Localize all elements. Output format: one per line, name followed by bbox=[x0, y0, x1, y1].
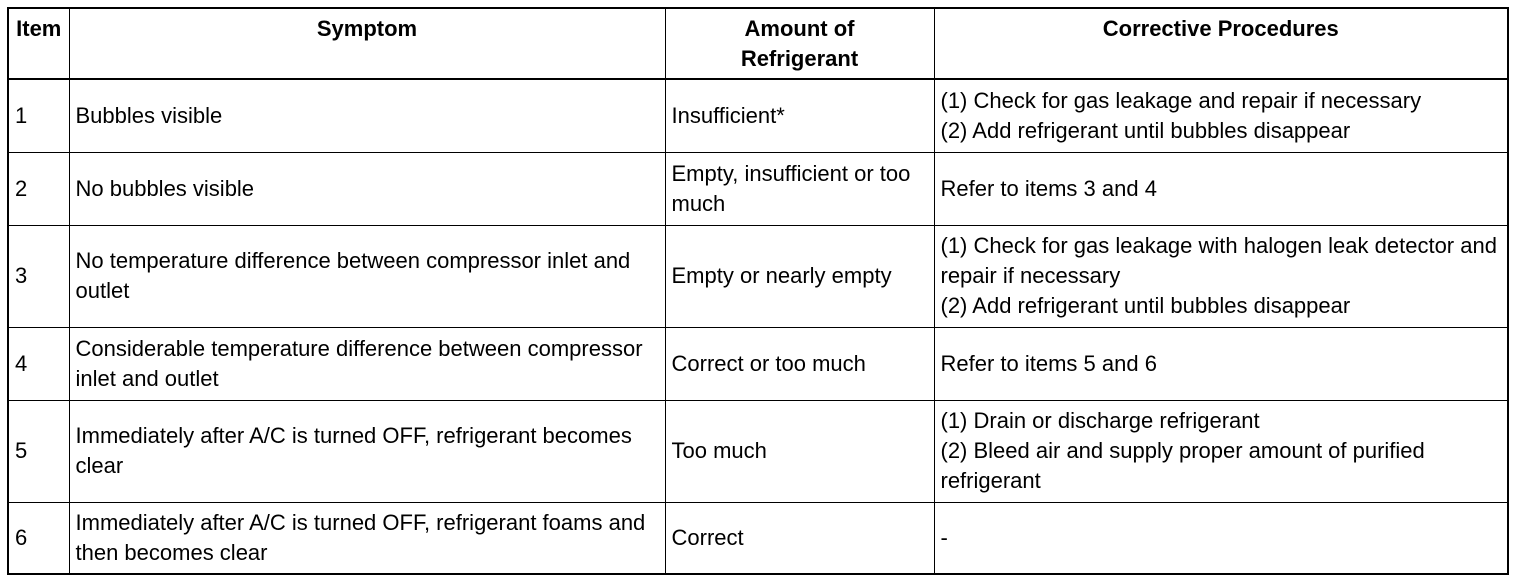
header-procedures: Corrective Procedures bbox=[934, 8, 1508, 79]
header-item: Item bbox=[8, 8, 69, 79]
item-number: 5 bbox=[8, 400, 69, 502]
item-number: 2 bbox=[8, 152, 69, 225]
procedure-line: (2) Bleed air and supply proper amount of purified refrigerant bbox=[940, 438, 1425, 493]
table-row bbox=[8, 225, 1508, 327]
symptom-cell: Immediately after A/C is turned OFF, refrigerant becomes clear bbox=[69, 400, 665, 502]
header-row bbox=[8, 8, 1508, 79]
amount-cell: Correct or too much bbox=[665, 327, 934, 400]
refrigerant-diagnosis-table bbox=[7, 7, 1509, 575]
header-symptom: Symptom bbox=[69, 8, 665, 79]
procedures-cell bbox=[934, 79, 1508, 152]
symptom-cell: No temperature difference between compressor inlet and outlet bbox=[69, 225, 665, 327]
procedures-cell bbox=[934, 400, 1508, 502]
procedure-line: (1) Check for gas leakage and repair if necessary bbox=[940, 87, 1422, 113]
table-row bbox=[8, 502, 1508, 574]
table-row bbox=[8, 400, 1508, 502]
amount-cell: Empty or nearly empty bbox=[665, 225, 934, 327]
header-amount-line2: Refrigerant bbox=[740, 46, 859, 71]
procedure-line: - bbox=[940, 524, 948, 550]
procedure-line: Refer to items 3 and 4 bbox=[940, 175, 1157, 201]
header-amount-line1: Amount of bbox=[744, 16, 855, 41]
symptom-cell: No bubbles visible bbox=[69, 152, 665, 225]
symptom-cell: Bubbles visible bbox=[69, 79, 665, 152]
procedures-cell bbox=[934, 502, 1508, 574]
amount-cell: Empty, insufficient or too much bbox=[665, 152, 934, 225]
procedure-line: (2) Add refrigerant until bubbles disappear bbox=[940, 293, 1351, 318]
table-row bbox=[8, 152, 1508, 225]
item-number: 3 bbox=[8, 225, 69, 327]
item-number: 4 bbox=[8, 327, 69, 400]
procedure-line: (1) Drain or discharge refrigerant bbox=[940, 408, 1260, 433]
procedures-cell bbox=[934, 327, 1508, 400]
procedure-line: Refer to items 5 and 6 bbox=[940, 350, 1157, 376]
procedures-cell bbox=[934, 225, 1508, 327]
procedure-line: (2) Add refrigerant until bubbles disappear bbox=[940, 117, 1351, 143]
symptom-cell: Considerable temperature difference between compressor inlet and outlet bbox=[69, 327, 665, 400]
amount-cell: Correct bbox=[665, 502, 934, 574]
amount-cell: Too much bbox=[665, 400, 934, 502]
amount-cell: Insufficient* bbox=[665, 79, 934, 152]
item-number: 1 bbox=[8, 79, 69, 152]
header-amount bbox=[665, 8, 934, 79]
symptom-cell: Immediately after A/C is turned OFF, refrigerant foams and then becomes clear bbox=[69, 502, 665, 574]
procedure-line: (1) Check for gas leakage with halogen leak detector and repair if necessary bbox=[940, 233, 1497, 288]
table-row bbox=[8, 327, 1508, 400]
item-number: 6 bbox=[8, 502, 69, 574]
table-row bbox=[8, 79, 1508, 152]
procedures-cell bbox=[934, 152, 1508, 225]
